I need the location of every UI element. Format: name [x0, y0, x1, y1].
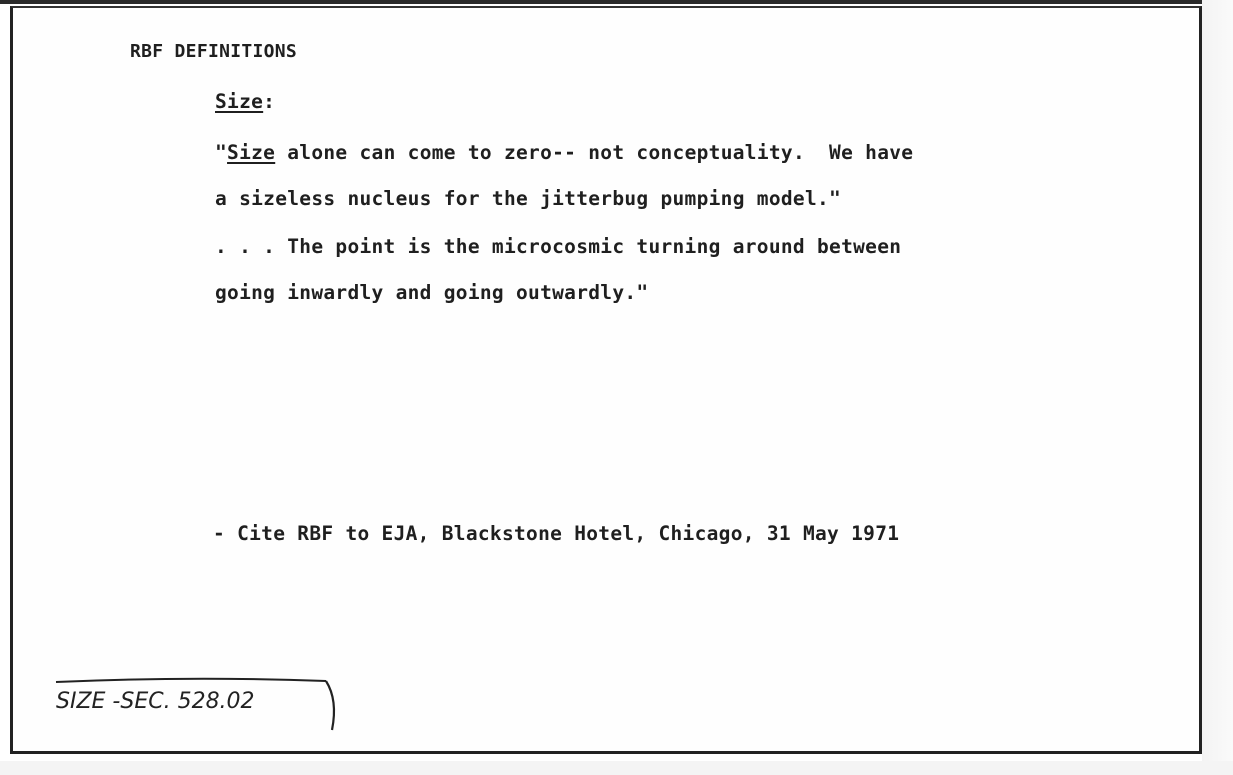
bottom-margin [0, 761, 1233, 775]
quote-line-2: a sizeless nucleus for the jitterbug pumping model." [215, 187, 842, 210]
quote-line-1 [215, 143, 913, 163]
top-edge [0, 0, 1233, 4]
handwritten-label-drawing [42, 672, 342, 734]
card-heading: RBF DEFINITIONS [130, 41, 298, 62]
term-title: Size [215, 90, 264, 113]
term-line [215, 92, 275, 112]
quote-open-mark: " [215, 141, 228, 164]
quote-line-3: . . . The point is the microcosmic turning around between [215, 235, 902, 258]
quote-line-1-rest: alone can come to zero-- not conceptuality. We have [275, 141, 914, 164]
handwritten-label-text: SIZE -SEC. 528.02 [56, 689, 255, 714]
quote-line-4: going inwardly and going outwardly." [215, 281, 649, 304]
index-card [10, 6, 1202, 754]
quote-emphasis: Size [227, 141, 276, 164]
right-margin [1202, 0, 1233, 775]
term-colon: : [263, 90, 276, 113]
citation: - Cite RBF to EJA, Blackstone Hotel, Chicago, 31 May 1971 [213, 522, 900, 545]
handwritten-label [42, 672, 342, 734]
